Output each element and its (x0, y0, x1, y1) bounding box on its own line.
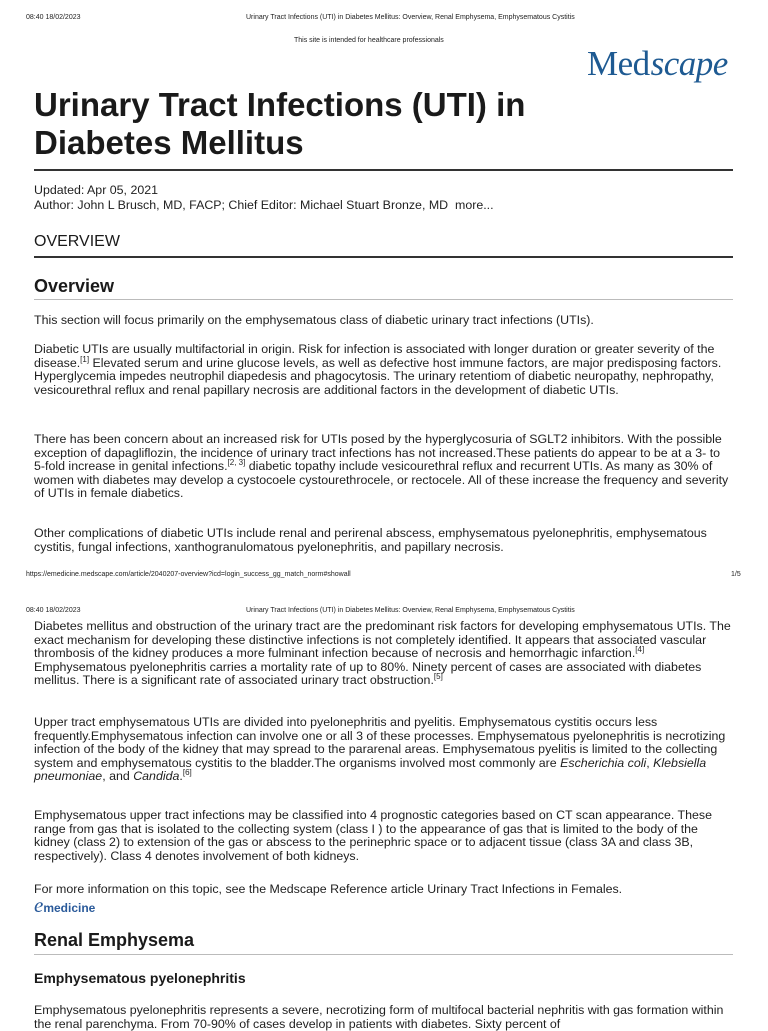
section-divider (34, 256, 733, 258)
updated-date: Updated: Apr 05, 2021 (34, 183, 159, 197)
emedicine-logo-e: e (34, 893, 44, 917)
author-line (34, 199, 494, 213)
paragraph-text: Diabetic UTIs are usually multifactorial in origin. Risk for infection is associated with longer duration or greater severity of the disease. (34, 342, 715, 370)
overview-paragraph-2 (34, 343, 734, 397)
overview-paragraph-1: This section will focus primarily on the emphysematous class of diabetic urinary tract infections (UTIs). (34, 313, 594, 327)
page-title-line-1: Urinary Tract Infections (UTI) in (34, 86, 526, 123)
logo-suffix: scape (650, 44, 728, 83)
organism-name: Klebsiella pneumoniae (34, 755, 707, 784)
paragraph-text: Emphysematous pyelonephritis carries a mortality rate of up to 80%. Ninety percent of cases are associated with diabetes mellitus. There is a significant rate of associated urinary tract obstruction. (34, 659, 702, 688)
print-doc-title: Urinary Tract Infections (UTI) in Diabetes Mellitus: Overview, Renal Emphysema, Emphysematous Cystitis (246, 14, 575, 21)
section-divider (34, 954, 733, 955)
reference-4-link[interactable]: [4] (635, 645, 645, 655)
paragraph-risk-factors (34, 620, 734, 688)
paragraph-emphysematous-pyelonephritis: Emphysematous pyelonephritis represents a severe, necrotizing form of multifocal bacterial nephritis with gas formation within the renal parenchyma. From 70-90% of cases develop in patients with diabetes. Sixty percent of (34, 1003, 724, 1031)
subheading-overview: Overview (34, 276, 115, 296)
paragraph-text: Upper tract emphysematous UTIs are divided into pyelonephritis and pyelitis. Emphysematous cystitis occurs less frequently.Emphysematous infection can involve one or all 3 of these processes. Emphysematous pyelonephritis is necrotizing infection of the body of the kidney that may spread to the pararenal areas. Emphysematous pyelitis is limited to the collecting system and emphysematous cystitis to the bladder.The organisms involved most commonly are (34, 715, 726, 770)
paragraph-text: , (646, 755, 654, 770)
paragraph-text: Elevated serum and urine glucose levels, as well as defective host immune factors, are major predisposing factors. Hyperglycemia impedes neutrophil diapedesis and phagocytosis. The urinary retentiom of diabetic neuropathy, nephropathy, vesicourethral reflux and renal papillary necrosis are additional factors in the development of diabetic UTIs. (34, 355, 722, 397)
print-timestamp: 08:40 18/02/2023 (26, 14, 81, 21)
paragraph-text: diabetic topathy include vesicourethral reflux and recurrent UTIs. As many as 30% of women with diabetes may develop a cystocoele cystourethrocele, or rectocele. All of these increase the frequency and severity of UTIs in female diabetics. (34, 459, 729, 501)
organism-name: Escherichia coli (560, 755, 647, 770)
emedicine-logo[interactable] (34, 895, 95, 918)
professional-notice: This site is intended for healthcare professionals (294, 37, 444, 44)
overview-paragraph-4: Other complications of diabetic UTIs include renal and perirenal abscess, emphysematous pyelonephritis, emphysematous cystitis, fungal infections, xanthogranulomatous pyelonephritis, and papillary necrosis. (34, 526, 707, 554)
reference-2-3-link[interactable]: [2, 3] (227, 458, 246, 468)
section-heading-overview: OVERVIEW (34, 233, 120, 250)
print-footer-url: https://emedicine.medscape.com/article/2040207-overview?icd=login_success_gg_match_norm#showall (26, 571, 351, 578)
paragraph-text: There has been concern about an increased risk for UTIs posed by the hyperglycosuria of SGLT2 inhibitors. With the possible exception of dapagliflozin, the incidence of urinary tract infections has not increased.These patients do appear to be at a 3- to 5-fold increase in genital infections. (34, 432, 722, 474)
section-heading-renal-emphysema: Renal Emphysema (34, 930, 195, 950)
paragraph-text: , and (102, 769, 134, 784)
logo-prefix: Med (587, 44, 650, 83)
organism-name: Candida (133, 769, 180, 784)
reference-6-link[interactable]: [6] (182, 768, 192, 778)
overview-paragraph-3 (34, 433, 734, 501)
print-page-number: 1/5 (731, 571, 741, 578)
reference-1-link[interactable]: [1] (80, 354, 90, 364)
title-divider (34, 169, 733, 171)
paragraph-ct-categories: Emphysematous upper tract infections may be classified into 4 prognostic categories based on CT scan appearance. These range from gas that is isolated to the collecting system (class I ) to the appearance of gas that is limited to the body of the kidney (class 2) to extension of the gas or abscess to the perinephric space or to adjacent tissue (class 3A and class 3B, respectively). Class 4 denotes involvement of both kidneys. (34, 808, 712, 863)
medscape-logo[interactable] (587, 44, 728, 84)
page-title-line-2: Diabetes Mellitus (34, 124, 304, 161)
subheading-emphysematous-pyelonephritis: Emphysematous pyelonephritis (34, 970, 246, 986)
page-title (34, 86, 525, 162)
more-authors-link[interactable]: more... (455, 198, 494, 212)
reference-5-link[interactable]: [5] (433, 672, 443, 682)
author-text: Author: John L Brusch, MD, FACP; Chief Editor: Michael Stuart Bronze, MD (34, 198, 449, 212)
paragraph-text: Diabetes mellitus and obstruction of the urinary tract are the predominant risk factors for developing emphysematous UTIs. The exact mechanism for developing these distinctive infections is not completely identified. It appears that associated vascular thrombosis of the kidney produces a more fulminant infection because of necrosis and hemorrhagic infarction. (34, 619, 731, 661)
subheading-divider (34, 299, 733, 300)
print-timestamp: 08:40 18/02/2023 (26, 607, 81, 614)
paragraph-more-info: For more information on this topic, see the Medscape Reference article Urinary Tract Infections in Females. (34, 882, 623, 896)
page-2 (0, 595, 768, 1031)
emedicine-logo-text: medicine (43, 901, 96, 915)
paragraph-text: . (179, 769, 183, 784)
print-doc-title: Urinary Tract Infections (UTI) in Diabetes Mellitus: Overview, Renal Emphysema, Emphysematous Cystitis (246, 607, 575, 614)
paragraph-classification (34, 716, 734, 784)
